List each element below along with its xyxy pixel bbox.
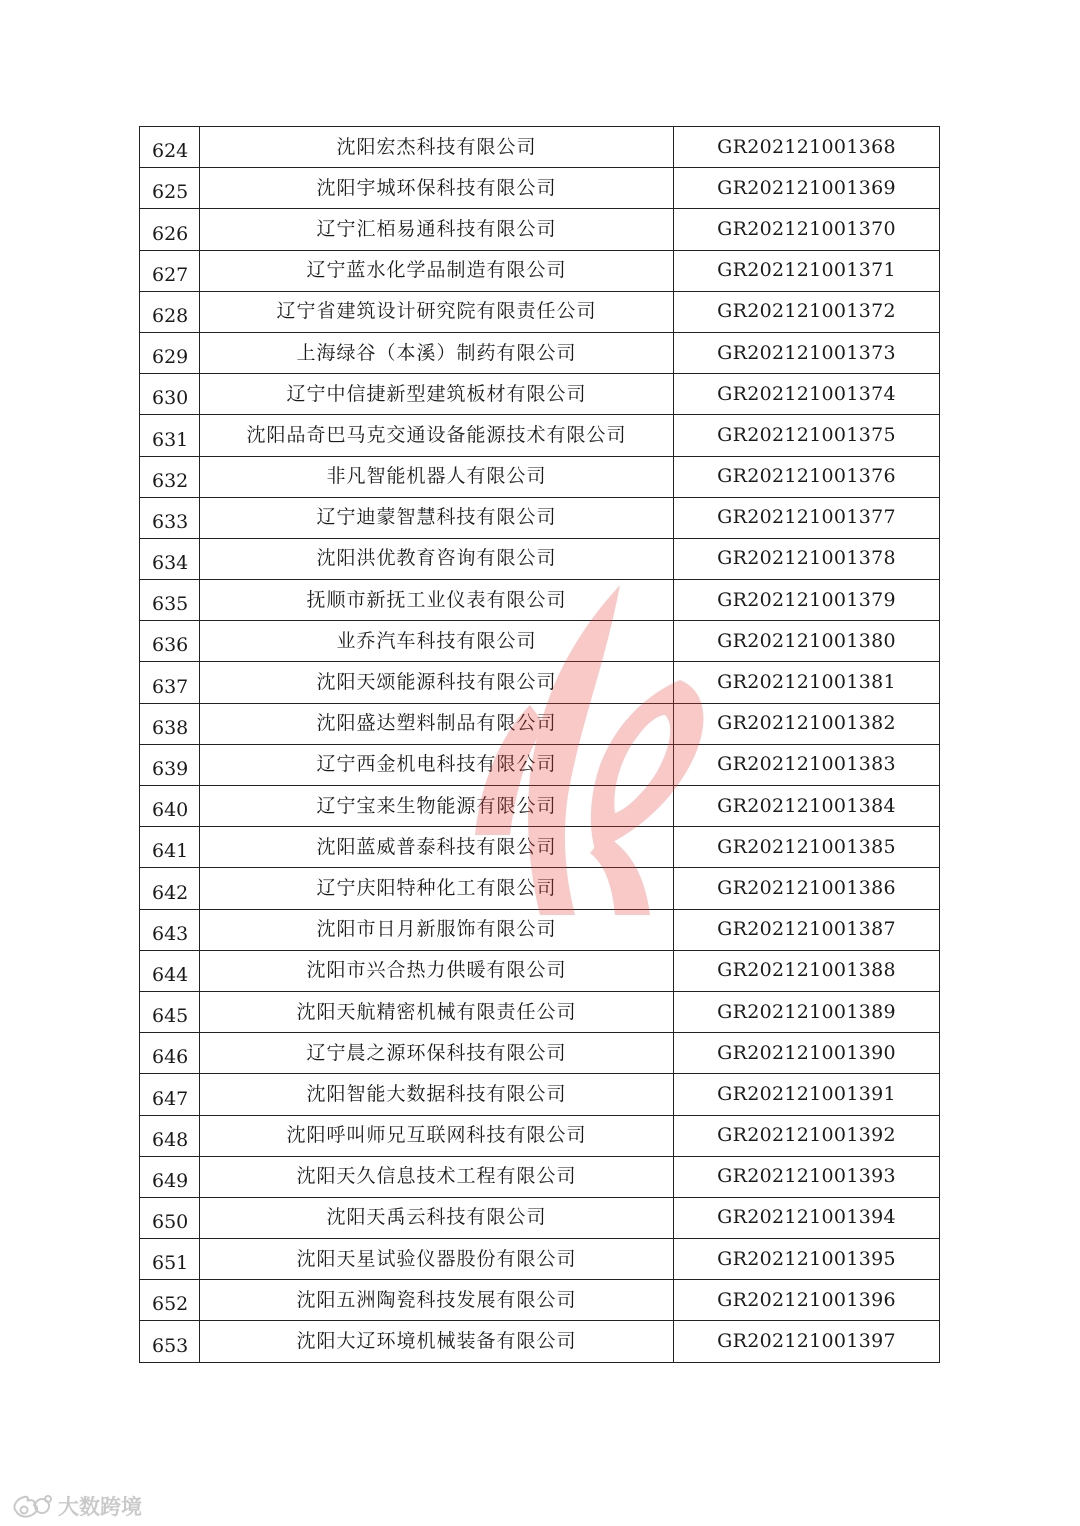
certificate-code-cell: GR202121001393 bbox=[674, 1156, 940, 1197]
row-number-cell: 645 bbox=[140, 991, 200, 1032]
row-number-cell: 652 bbox=[140, 1280, 200, 1321]
table-row bbox=[140, 1280, 940, 1321]
table-row bbox=[140, 909, 940, 950]
certificate-code-cell: GR202121001375 bbox=[674, 415, 940, 456]
company-name-cell: 辽宁中信捷新型建筑板材有限公司 bbox=[200, 374, 674, 415]
table-row bbox=[140, 1074, 940, 1115]
row-number-cell: 644 bbox=[140, 950, 200, 991]
table-row bbox=[140, 538, 940, 579]
certificate-code-cell: GR202121001386 bbox=[674, 868, 940, 909]
row-number-cell: 640 bbox=[140, 786, 200, 827]
row-number-cell: 634 bbox=[140, 538, 200, 579]
row-number-cell: 633 bbox=[140, 497, 200, 538]
row-number-cell: 650 bbox=[140, 1197, 200, 1238]
company-name-cell: 抚顺市新抚工业仪表有限公司 bbox=[200, 580, 674, 621]
company-name-cell: 沈阳蓝威普泰科技有限公司 bbox=[200, 827, 674, 868]
certificate-code-cell: GR202121001370 bbox=[674, 209, 940, 250]
row-number-cell: 624 bbox=[140, 127, 200, 168]
row-number-cell: 653 bbox=[140, 1321, 200, 1362]
company-name-cell: 沈阳呼叫师兄互联网科技有限公司 bbox=[200, 1115, 674, 1156]
certificate-code-cell: GR202121001385 bbox=[674, 827, 940, 868]
certificate-code-cell: GR202121001383 bbox=[674, 744, 940, 785]
company-name-cell: 沈阳天航精密机械有限责任公司 bbox=[200, 991, 674, 1032]
company-name-cell: 辽宁庆阳特种化工有限公司 bbox=[200, 868, 674, 909]
row-number-cell: 631 bbox=[140, 415, 200, 456]
company-name-cell: 业乔汽车科技有限公司 bbox=[200, 621, 674, 662]
certificate-code-cell: GR202121001379 bbox=[674, 580, 940, 621]
table-row bbox=[140, 786, 940, 827]
row-number-cell: 632 bbox=[140, 456, 200, 497]
company-name-cell: 辽宁宝来生物能源有限公司 bbox=[200, 786, 674, 827]
company-name-cell: 沈阳宇城环保科技有限公司 bbox=[200, 168, 674, 209]
row-number-cell: 651 bbox=[140, 1239, 200, 1280]
table-row bbox=[140, 1197, 940, 1238]
row-number-cell: 638 bbox=[140, 703, 200, 744]
certificate-code-cell: GR202121001373 bbox=[674, 332, 940, 373]
table-row bbox=[140, 209, 940, 250]
table-row bbox=[140, 950, 940, 991]
table-row bbox=[140, 497, 940, 538]
certificate-code-cell: GR202121001372 bbox=[674, 291, 940, 332]
table-row bbox=[140, 250, 940, 291]
company-list-table bbox=[139, 126, 940, 1363]
company-name-cell: 沈阳洪优教育咨询有限公司 bbox=[200, 538, 674, 579]
company-name-cell: 沈阳大辽环境机械装备有限公司 bbox=[200, 1321, 674, 1362]
table-row bbox=[140, 291, 940, 332]
certificate-code-cell: GR202121001391 bbox=[674, 1074, 940, 1115]
company-name-cell: 沈阳五洲陶瓷科技发展有限公司 bbox=[200, 1280, 674, 1321]
company-name-cell: 沈阳天久信息技术工程有限公司 bbox=[200, 1156, 674, 1197]
company-name-cell: 辽宁汇栢易通科技有限公司 bbox=[200, 209, 674, 250]
row-number-cell: 627 bbox=[140, 250, 200, 291]
certificate-code-cell: GR202121001387 bbox=[674, 909, 940, 950]
certificate-code-cell: GR202121001396 bbox=[674, 1280, 940, 1321]
company-name-cell: 辽宁迪蒙智慧科技有限公司 bbox=[200, 497, 674, 538]
company-name-cell: 辽宁省建筑设计研究院有限责任公司 bbox=[200, 291, 674, 332]
row-number-cell: 630 bbox=[140, 374, 200, 415]
certificate-code-cell: GR202121001388 bbox=[674, 950, 940, 991]
row-number-cell: 637 bbox=[140, 662, 200, 703]
table-row bbox=[140, 827, 940, 868]
company-name-cell: 沈阳天颂能源科技有限公司 bbox=[200, 662, 674, 703]
certificate-code-cell: GR202121001374 bbox=[674, 374, 940, 415]
company-name-cell: 沈阳宏杰科技有限公司 bbox=[200, 127, 674, 168]
table-row bbox=[140, 1033, 940, 1074]
company-name-cell: 沈阳品奇巴马克交通设备能源技术有限公司 bbox=[200, 415, 674, 456]
company-name-cell: 辽宁晨之源环保科技有限公司 bbox=[200, 1033, 674, 1074]
certificate-code-cell: GR202121001384 bbox=[674, 786, 940, 827]
company-name-cell: 沈阳盛达塑料制品有限公司 bbox=[200, 703, 674, 744]
company-name-cell: 辽宁蓝水化学品制造有限公司 bbox=[200, 250, 674, 291]
row-number-cell: 646 bbox=[140, 1033, 200, 1074]
table-row bbox=[140, 456, 940, 497]
company-name-cell: 沈阳天禹云科技有限公司 bbox=[200, 1197, 674, 1238]
table-row bbox=[140, 1239, 940, 1280]
table-row bbox=[140, 1115, 940, 1156]
company-name-cell: 沈阳市兴合热力供暖有限公司 bbox=[200, 950, 674, 991]
certificate-code-cell: GR202121001380 bbox=[674, 621, 940, 662]
certificate-code-cell: GR202121001368 bbox=[674, 127, 940, 168]
table-row bbox=[140, 744, 940, 785]
row-number-cell: 649 bbox=[140, 1156, 200, 1197]
row-number-cell: 642 bbox=[140, 868, 200, 909]
table-row bbox=[140, 168, 940, 209]
table-row bbox=[140, 127, 940, 168]
certificate-code-cell: GR202121001371 bbox=[674, 250, 940, 291]
row-number-cell: 643 bbox=[140, 909, 200, 950]
table-row bbox=[140, 415, 940, 456]
source-watermark-text: 大数跨境 bbox=[58, 1495, 142, 1519]
certificate-code-cell: GR202121001389 bbox=[674, 991, 940, 1032]
certificate-code-cell: GR202121001378 bbox=[674, 538, 940, 579]
table-row bbox=[140, 374, 940, 415]
table-row bbox=[140, 991, 940, 1032]
table-row bbox=[140, 1156, 940, 1197]
row-number-cell: 635 bbox=[140, 580, 200, 621]
company-name-cell: 非凡智能机器人有限公司 bbox=[200, 456, 674, 497]
table-row bbox=[140, 868, 940, 909]
certificate-code-cell: GR202121001369 bbox=[674, 168, 940, 209]
certificate-code-cell: GR202121001392 bbox=[674, 1115, 940, 1156]
company-name-cell: 沈阳智能大数据科技有限公司 bbox=[200, 1074, 674, 1115]
certificate-code-cell: GR202121001376 bbox=[674, 456, 940, 497]
row-number-cell: 639 bbox=[140, 744, 200, 785]
company-name-cell: 沈阳市日月新服饰有限公司 bbox=[200, 909, 674, 950]
table-row bbox=[140, 332, 940, 373]
row-number-cell: 626 bbox=[140, 209, 200, 250]
table-row bbox=[140, 621, 940, 662]
company-name-cell: 辽宁西金机电科技有限公司 bbox=[200, 744, 674, 785]
table-row bbox=[140, 662, 940, 703]
row-number-cell: 641 bbox=[140, 827, 200, 868]
certificate-code-cell: GR202121001395 bbox=[674, 1239, 940, 1280]
row-number-cell: 629 bbox=[140, 332, 200, 373]
company-name-cell: 沈阳天星试验仪器股份有限公司 bbox=[200, 1239, 674, 1280]
certificate-code-cell: GR202121001381 bbox=[674, 662, 940, 703]
row-number-cell: 628 bbox=[140, 291, 200, 332]
table-row bbox=[140, 1321, 940, 1362]
row-number-cell: 648 bbox=[140, 1115, 200, 1156]
table-row bbox=[140, 703, 940, 744]
weibo-logo-icon bbox=[10, 1493, 54, 1519]
row-number-cell: 636 bbox=[140, 621, 200, 662]
table-body bbox=[140, 127, 940, 1363]
certificate-code-cell: GR202121001390 bbox=[674, 1033, 940, 1074]
row-number-cell: 625 bbox=[140, 168, 200, 209]
certificate-code-cell: GR202121001382 bbox=[674, 703, 940, 744]
row-number-cell: 647 bbox=[140, 1074, 200, 1115]
company-name-cell: 上海绿谷（本溪）制药有限公司 bbox=[200, 332, 674, 373]
source-watermark bbox=[10, 1490, 142, 1522]
certificate-code-cell: GR202121001377 bbox=[674, 497, 940, 538]
certificate-code-cell: GR202121001394 bbox=[674, 1197, 940, 1238]
certificate-code-cell: GR202121001397 bbox=[674, 1321, 940, 1362]
table-row bbox=[140, 580, 940, 621]
